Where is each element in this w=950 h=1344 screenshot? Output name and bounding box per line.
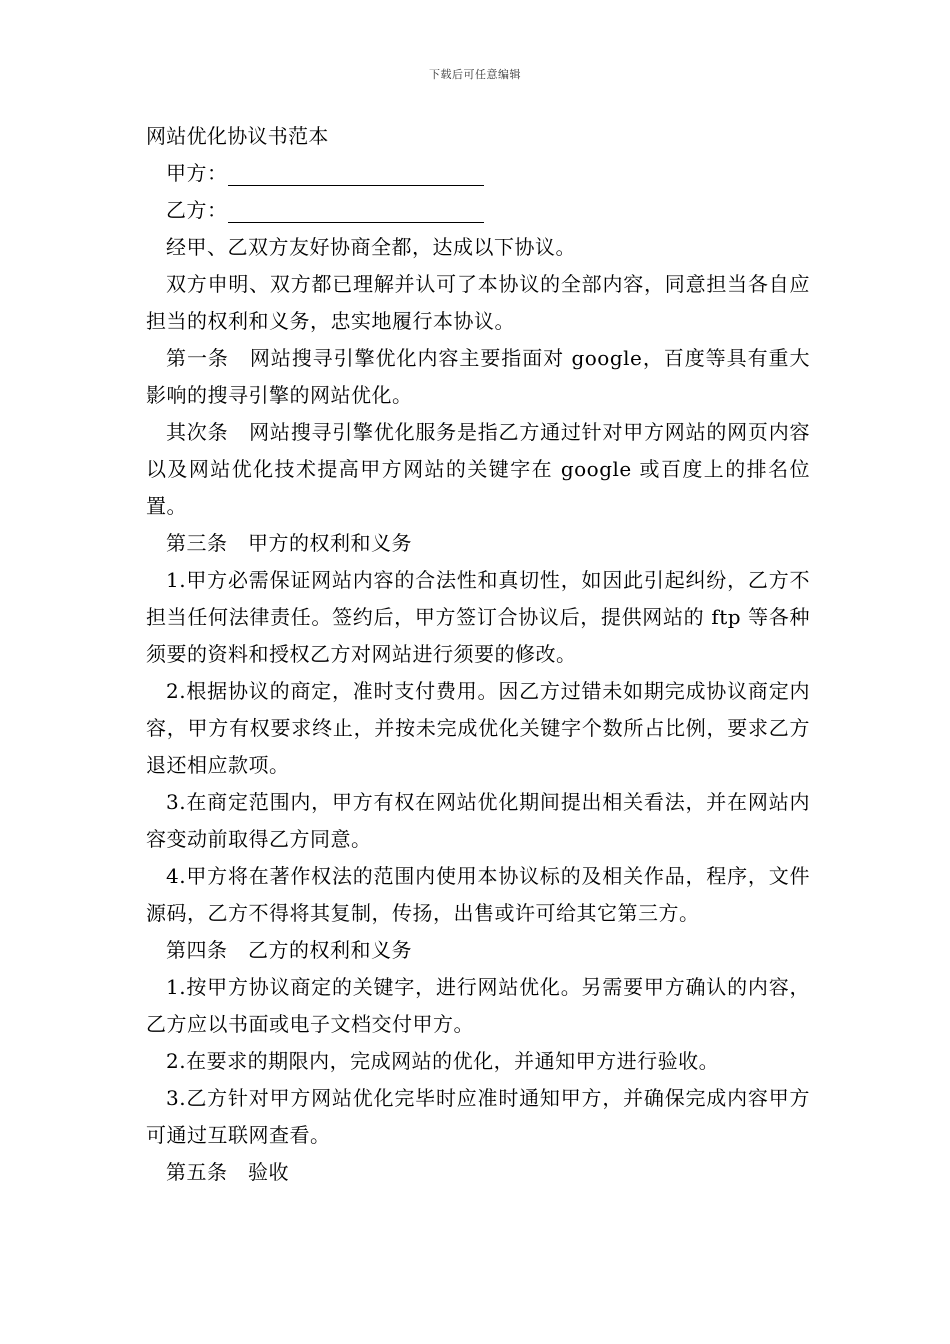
article-3-heading: 第三条 甲方的权利和义务 — [166, 531, 412, 555]
paragraph-intro: 经甲、乙双方友好协商全都，达成以下协议。 — [166, 235, 576, 259]
party-b-line — [146, 192, 810, 229]
document-body — [146, 118, 810, 1191]
article-4-item-3: 3.乙方针对甲方网站优化完毕时应准时通知甲方，并确保完成内容甲方可通过互联网查看。 — [146, 1086, 810, 1147]
party-a-label: 甲方： — [166, 161, 228, 185]
article-3-item-3: 3.在商定范围内，甲方有权在网站优化期间提出相关看法，并在网站内容变动前取得乙方同意。 — [146, 790, 810, 851]
document-title: 网站优化协议书范本 — [146, 124, 329, 148]
party-b-blank — [228, 196, 484, 223]
party-b-label: 乙方： — [166, 198, 228, 222]
article-1: 第一条 网站搜寻引擎优化内容主要指面对 google，百度等具有重大影响的搜寻引擎的网站优化。 — [146, 346, 810, 407]
party-a-blank — [228, 159, 484, 186]
article-2: 其次条 网站搜寻引擎优化服务是指乙方通过针对甲方网站的网页内容以及网站优化技术提高甲方网站的关键字在 google 或百度上的排名位置。 — [146, 420, 810, 518]
article-3-item-1: 1.甲方必需保证网站内容的合法性和真切性，如因此引起纠纷，乙方不担当任何法律责任。签约后，甲方签订合协议后，提供网站的 ftp 等各种须要的资料和授权乙方对网站进行须要的修改。 — [146, 568, 810, 666]
article-4-heading: 第四条 乙方的权利和义务 — [166, 938, 412, 962]
article-5-heading: 第五条 验收 — [166, 1160, 289, 1184]
article-4-item-2: 2.在要求的期限内，完成网站的优化，并通知甲方进行验收。 — [166, 1049, 720, 1073]
article-3-item-4: 4.甲方将在著作权法的范围内使用本协议标的及相关作品，程序，文件源码，乙方不得将其复制，传扬，出售或许可给其它第三方。 — [146, 864, 810, 925]
article-4-item-1: 1.按甲方协议商定的关键字，进行网站优化。另需要甲方确认的内容，乙方应以书面或电子文档交付甲方。 — [146, 975, 810, 1036]
article-3-item-2: 2.根据协议的商定，准时支付费用。因乙方过错未如期完成协议商定内容，甲方有权要求终止，并按未完成优化关键字个数所占比例，要求乙方退还相应款项。 — [146, 679, 810, 777]
page-header: 下载后可任意编辑 — [429, 68, 521, 81]
paragraph-declaration: 双方申明、双方都已理解并认可了本协议的全部内容，同意担当各自应担当的权利和义务，忠实地履行本协议。 — [146, 272, 810, 333]
party-a-line — [146, 155, 810, 192]
